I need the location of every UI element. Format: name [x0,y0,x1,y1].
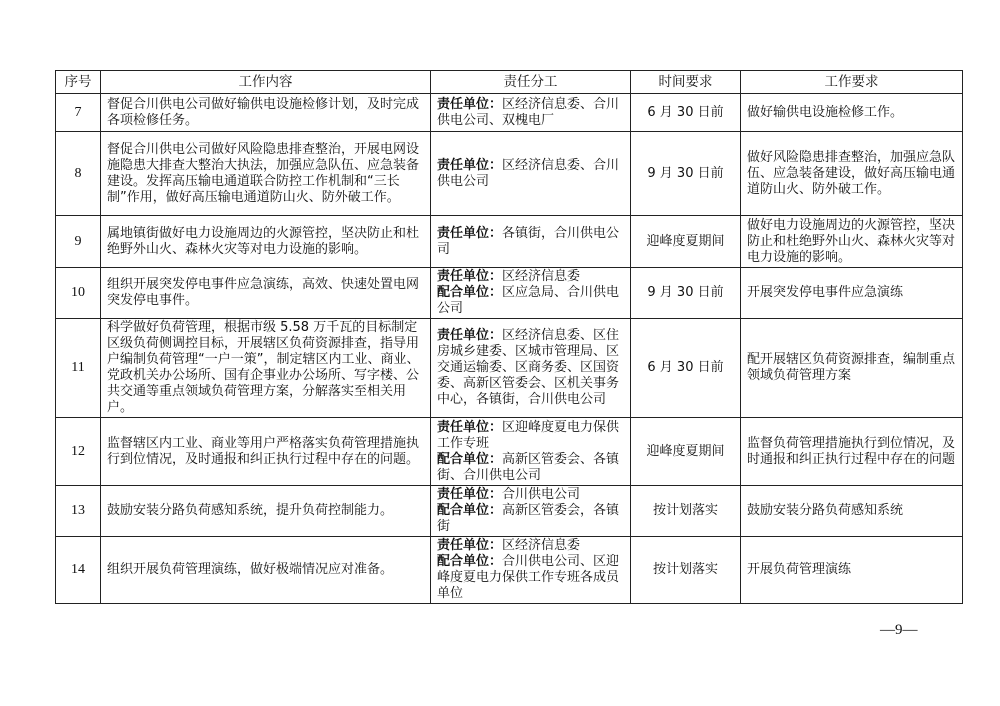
header-duty: 责任分工 [431,71,631,94]
coop-units: 高新区管委会、各镇街、合川供电公司 [437,451,620,483]
duty-cell [431,486,631,537]
duty-cell [431,132,631,216]
header-row [56,71,963,94]
lead-unit [437,538,624,554]
lead-unit [437,328,624,408]
time-requirement: 6 月 30 日前 [631,94,741,132]
work-requirement: 做好电力设施周边的火源管控，坚决防止和杜绝野外山火、森林火灾等对电力设施的影响。 [741,216,963,268]
lead-unit [437,269,624,285]
time-requirement: 按计划落实 [631,486,741,537]
coop-units: 区应急局、合川供电公司 [437,285,620,316]
duty-cell [431,94,631,132]
table-row [56,132,963,216]
table-row [56,94,963,132]
work-table [55,70,963,604]
work-content: 鼓励安装分路负荷感知系统，提升负荷控制能力。 [101,486,431,537]
table-row [56,418,963,486]
row-number: 14 [56,537,101,604]
work-requirement: 鼓励安装分路负荷感知系统 [741,486,963,537]
work-requirement: 做好输供电设施检修工作。 [741,94,963,132]
page-number: —9— [880,622,918,638]
time-requirement: 迎峰度夏期间 [631,216,741,268]
work-content: 督促合川供电公司做好风险隐患排查整治，开展电网设施隐患大排查大整治大执法，加强应急队伍、应急装备建设。发挥高压输电通道联合防控工作机制和“三长制”作用，做好高压输电通道防山火、防外破工作。 [101,132,431,216]
table-row [56,319,963,418]
work-requirement: 配开展辖区负荷资源排查，编制重点领域负荷管理方案 [741,319,963,418]
coop-unit [437,554,624,602]
table-row [56,216,963,268]
lead-label: 责任单位： [437,225,503,241]
coop-label: 配合单位： [437,285,503,300]
table-row [56,537,963,604]
work-content: 督促合川供电公司做好输供电设施检修计划，及时完成各项检修任务。 [101,94,431,132]
lead-units: 区迎峰度夏电力保供工作专班 [437,419,620,451]
coop-unit [437,503,624,535]
work-requirement: 监督负荷管理措施执行到位情况，及时通报和纠正执行过程中存在的问题 [741,418,963,486]
time-requirement: 按计划落实 [631,537,741,604]
time-requirement: 迎峰度夏期间 [631,418,741,486]
header-time: 时间要求 [631,71,741,94]
header-content: 工作内容 [101,71,431,94]
lead-unit [437,226,624,258]
lead-unit [437,420,624,452]
lead-units: 区经济信息委 [502,538,581,553]
header-no: 序号 [56,71,101,94]
work-content: 组织开展负荷管理演练，做好极端情况应对准备。 [101,537,431,604]
work-content: 监督辖区内工业、商业等用户严格落实负荷管理措施执行到位情况，及时通报和纠正执行过程中存在的问题。 [101,418,431,486]
time-requirement: 9 月 30 日前 [631,132,741,216]
lead-units: 区经济信息委、区住房城乡建委、区城市管理局、区交通运输委、区商务委、区国资委、高新区管委会、区机关事务中心，各镇街，合川供电公司 [437,328,620,407]
row-number: 7 [56,94,101,132]
duty-cell [431,268,631,319]
header-req: 工作要求 [741,71,963,94]
duty-cell [431,537,631,604]
coop-unit [437,452,624,484]
lead-units: 合川供电公司 [502,487,581,502]
work-content: 组织开展突发停电事件应急演练，高效、快速处置电网突发停电事件。 [101,268,431,319]
row-number: 10 [56,268,101,319]
time-requirement: 6 月 30 日前 [631,319,741,418]
table-row [56,486,963,537]
work-requirement: 做好风险隐患排查整治，加强应急队伍、应急装备建设，做好高压输电通道防山火、防外破工作。 [741,132,963,216]
lead-label: 责任单位： [437,269,503,284]
time-requirement: 9 月 30 日前 [631,268,741,319]
lead-units: 区经济信息委 [502,269,581,284]
work-requirement: 开展突发停电事件应急演练 [741,268,963,319]
row-number: 8 [56,132,101,216]
coop-unit [437,285,624,317]
coop-label: 配合单位： [437,451,503,467]
row-number: 11 [56,319,101,418]
lead-units: 区经济信息委、合川供电公司、双槐电厂 [437,96,620,128]
table-row [56,268,963,319]
coop-units: 高新区管委会，各镇街 [437,503,620,534]
lead-label: 责任单位： [437,538,503,553]
duty-cell [431,418,631,486]
coop-units: 合川供电公司、区迎峰度夏电力保供工作专班各成员单位 [437,554,620,601]
lead-label: 责任单位： [437,419,503,435]
lead-label: 责任单位： [437,487,503,502]
row-number: 13 [56,486,101,537]
work-content: 科学做好负荷管理，根据市级 5.58 万千瓦的目标制定区级负荷侧调控目标，开展辖区负荷资源排查，指导用户编制负荷管理“一户一策”，制定辖区内工业、商业、党政机关办公场所、国有企事业办公场所、写字楼、公共交通等重点领域负荷管理方案，分解落实至相关用户。 [101,319,431,418]
lead-label: 责任单位： [437,96,503,112]
lead-label: 责任单位： [437,328,503,343]
row-number: 12 [56,418,101,486]
coop-label: 配合单位： [437,503,503,518]
work-content: 属地镇街做好电力设施周边的火源管控，坚决防止和杜绝野外山火、森林火灾等对电力设施的影响。 [101,216,431,268]
work-requirement: 开展负荷管理演练 [741,537,963,604]
lead-unit [437,97,624,129]
lead-units: 区经济信息委、合川供电公司 [437,157,620,189]
duty-cell [431,216,631,268]
duty-cell [431,319,631,418]
lead-unit [437,158,624,190]
row-number: 9 [56,216,101,268]
coop-label: 配合单位： [437,554,503,569]
lead-units: 各镇街，合川供电公司 [437,225,620,257]
lead-unit [437,487,624,503]
lead-label: 责任单位： [437,157,503,173]
